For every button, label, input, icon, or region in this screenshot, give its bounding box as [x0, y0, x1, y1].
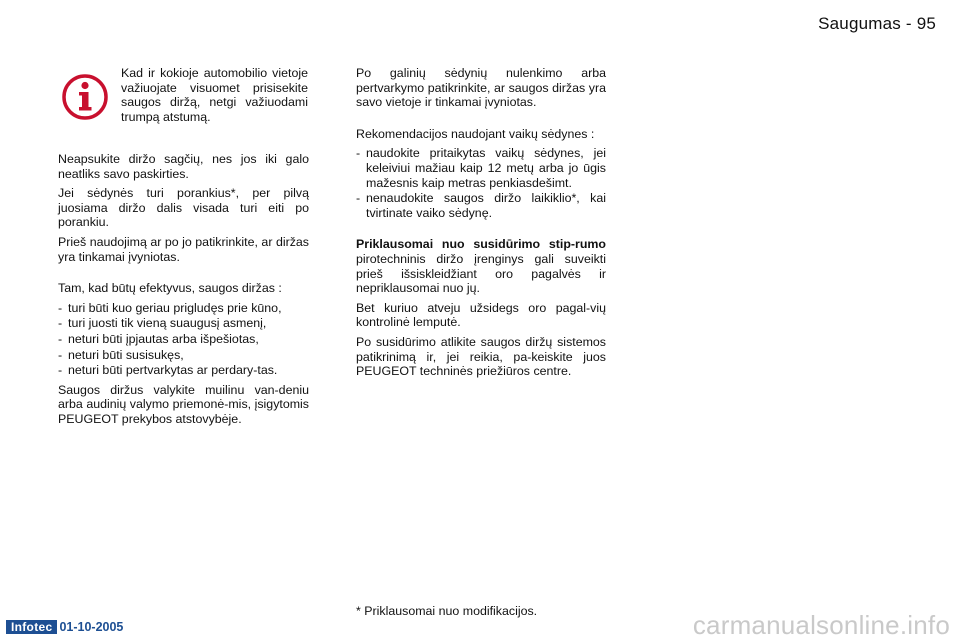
page-header: Saugumas - 95: [818, 14, 936, 33]
list-item: - neturi būti susisukęs,: [58, 348, 309, 363]
footer-info: [6, 620, 123, 634]
info-warning-icon: [60, 72, 110, 122]
infotec-badge: Infotec: [6, 620, 57, 634]
paragraph: Po susidūrimo atlikite saugos diržų sistemos patikrinimą ir, jei reikia, pa-keiskite juos PEUGEOT techninės priežiūros centre.: [356, 334, 606, 379]
paragraph: Tam, kad būtų efektyvus, saugos diržas :: [58, 281, 282, 296]
warning-text: Kad ir kokioje automobilio vietoje važiuojate visuomet prisisekite saugos diržą, netgi važiuodami trumpą atstumą.: [121, 66, 308, 124]
child-seat-list: [356, 146, 606, 220]
watermark: carmanualsonline.info: [692, 610, 950, 640]
footer-date: 01-10-2005: [59, 620, 124, 634]
text-span: pirotechninis diržo įrenginys gali suveikti prieš išsiskleidžiant oro pagalvės ir nepriklausomai nuo jų.: [356, 251, 606, 296]
paragraph: Neapsukite diržo sagčių, nes jos iki galo neatliks savo paskirties.: [58, 152, 309, 181]
paragraph: Prieš naudojimą ar po jo patikrinkite, ar diržas yra tinkamai įvyniotas.: [58, 234, 309, 264]
paragraph: Saugos diržus valykite muilinu van-deniu arba audinių valymo priemonė-mis, įsigytomis PEUGEOT prekybos atstovybėje.: [58, 382, 309, 426]
belt-requirements-list: [58, 301, 309, 378]
right-column: [356, 66, 606, 384]
bold-phrase: Priklausomai nuo susidūrimo stip-rumo: [356, 237, 606, 252]
list-item: - naudokite pritaikytas vaikų sėdynes, jei keleiviui mažiau kaip 12 metų arba jo ūgis mažesnis kaip metras penkiasdešimt.: [356, 146, 606, 190]
list-item: - neturi būti įpjautas arba išpešiotas,: [58, 332, 309, 347]
paragraph: Bet kuriuo atveju užsidegs oro pagal-vių kontrolinė lemputė.: [356, 300, 606, 330]
list-item: - nenaudokite saugos diržo laikiklio*, kai tvirtinate vaiko sėdynę.: [356, 191, 606, 220]
paragraph: Po galinių sėdynių nulenkimo arba pertvarkymo patikrinkite, ar saugos diržas yra savo vietoje ir tinkamai įvyniotas.: [356, 66, 606, 110]
left-column: [58, 152, 309, 432]
list-item: - turi juosti tik vieną suaugusį asmenį,: [58, 316, 309, 331]
paragraph: Jei sėdynės turi porankius*, per pilvą juosiama diržo dalis visada turi eiti po porankiu.: [58, 186, 309, 230]
list-item: - neturi būti pertvarkytas ar perdary-tas.: [58, 363, 309, 378]
paragraph: Rekomendacijos naudojant vaikų sėdynes :: [356, 126, 595, 141]
footnote: * Priklausomai nuo modifikacijos.: [356, 604, 538, 618]
list-item: - turi būti kuo geriau prigludęs prie kūno,: [58, 301, 309, 316]
paragraph: [356, 237, 606, 295]
